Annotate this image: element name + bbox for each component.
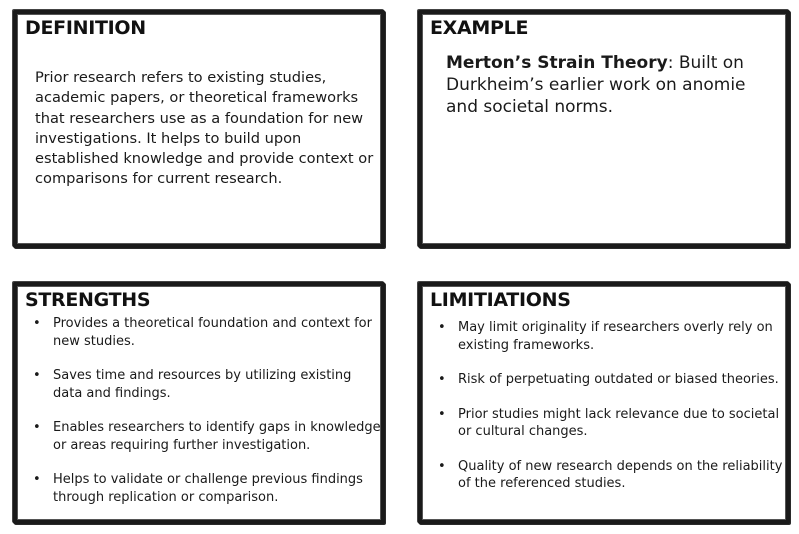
- bullet-icon: •: [438, 372, 446, 387]
- list-item: [436, 458, 786, 493]
- definition-card: [13, 10, 385, 248]
- bullet-icon: •: [33, 316, 41, 331]
- bullet-icon: •: [438, 320, 446, 335]
- limitation-text: Quality of new research depends on the reliability of the referenced studies.: [458, 458, 783, 491]
- limitation-text: Prior studies might lack relevance due to societal or cultural changes.: [458, 406, 780, 439]
- list-item: [436, 406, 786, 441]
- limitation-text: May limit originality if researchers overly rely on existing frameworks.: [458, 320, 773, 353]
- list-item: [31, 315, 381, 350]
- example-separator: :: [667, 53, 679, 73]
- strength-text: Helps to validate or challenge previous findings through replication or comparison.: [53, 472, 363, 505]
- list-item: [31, 419, 381, 454]
- limitations-title: LIMITIATIONS: [430, 289, 571, 311]
- limitation-text: Risk of perpetuating outdated or biased theories.: [458, 372, 779, 387]
- example-description: Built on Durkheim’s earlier work on anomie and societal norms.: [446, 53, 746, 117]
- list-item: [436, 371, 786, 389]
- example-term: Merton’s Strain Theory: [446, 53, 668, 73]
- bullet-icon: •: [33, 368, 41, 383]
- example-card: [418, 10, 790, 248]
- example-text: [446, 52, 781, 118]
- limitations-list: [436, 319, 786, 510]
- strengths-title: STRENGTHS: [25, 289, 151, 311]
- definition-title: DEFINITION: [25, 17, 146, 39]
- strengths-card: [13, 282, 385, 524]
- list-item: [436, 319, 786, 354]
- limitations-card: [418, 282, 790, 524]
- list-item: [31, 471, 381, 506]
- strength-text: Provides a theoretical foundation and context for new studies.: [53, 316, 372, 349]
- example-title: EXAMPLE: [430, 17, 529, 39]
- bullet-icon: •: [438, 458, 446, 474]
- bullet-icon: •: [33, 420, 41, 435]
- definition-text: Prior research refers to existing studies, academic papers, or theoretical frameworks that researchers use as a foundation for new investigations. It helps to build upon established knowledge and provide context or comparisons for current research.: [35, 69, 374, 188]
- strengths-list: [31, 315, 381, 523]
- bullet-icon: •: [33, 472, 41, 487]
- strength-text: Saves time and resources by utilizing existing data and findings.: [53, 368, 352, 401]
- bullet-icon: •: [438, 406, 446, 422]
- list-item: [31, 367, 381, 402]
- strength-text: Enables researchers to identify gaps in knowledge or areas requiring further investigation.: [53, 420, 381, 453]
